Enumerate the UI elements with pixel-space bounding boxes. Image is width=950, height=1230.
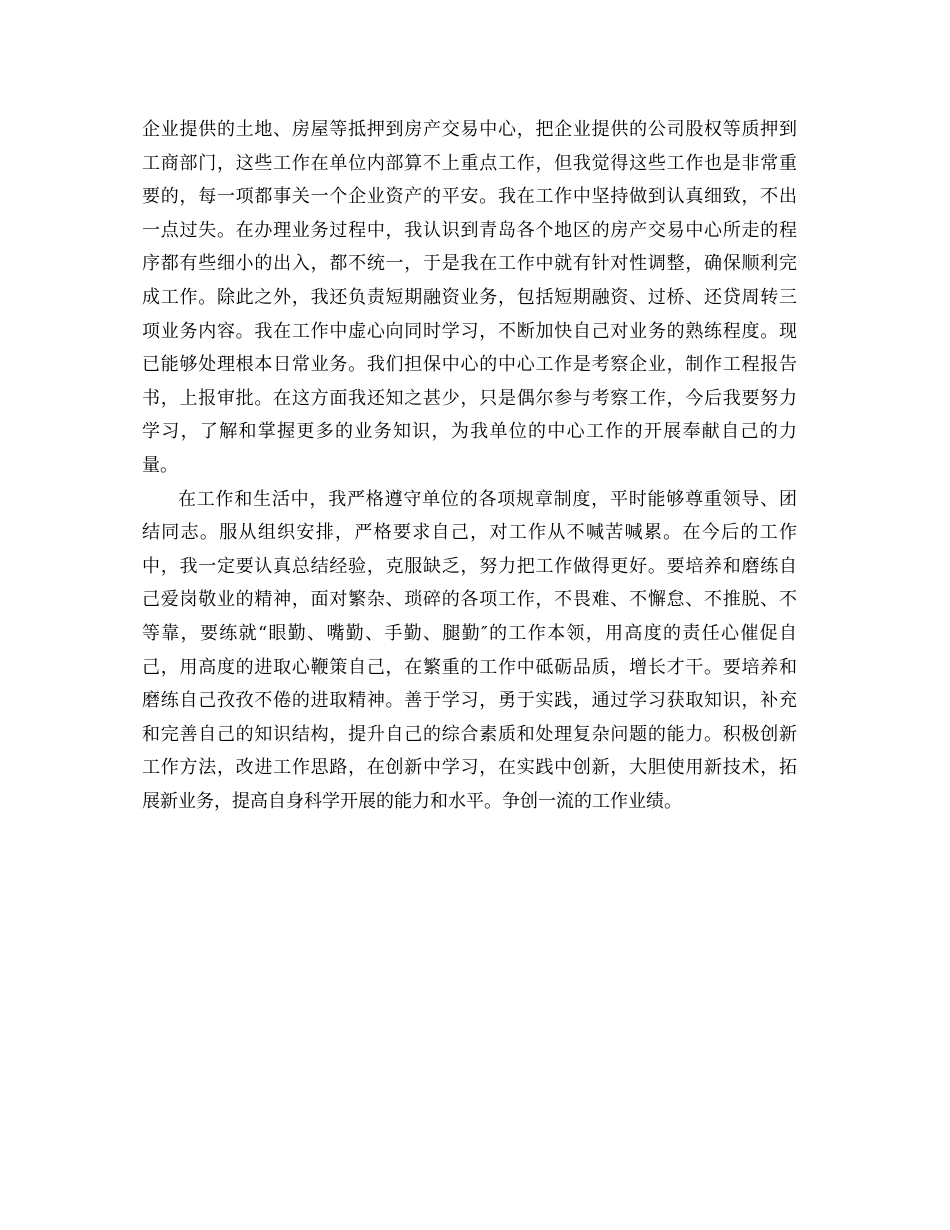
paragraph-line: 和完善自己的知识结构，提升自己的综合素质和处理复杂问题的能力。积极创新 [142,723,797,745]
paragraph-line: 序都有些细小的出入，都不统一，于是我在工作中就有针对性调整，确保顺利完 [142,253,797,275]
paragraph-line: 中，我一定要认真总结经验，克服缺乏，努力把工作做得更好。要培养和磨练自 [142,555,797,577]
paragraph-line: 展新业务，提高自身科学开展的能力和水平。争创一流的工作业绩。 [142,790,682,812]
paragraph-line: 结同志。服从组织安排，严格要求自己，对工作从不喊苦喊累。在今后的工作 [142,522,797,544]
paragraph-line: 企业提供的土地、房屋等抵押到房产交易中心，把企业提供的公司股权等质押到 [142,119,797,140]
paragraph-2 [142,483,797,819]
paragraph-line: 量。 [142,454,178,476]
paragraph-line: 己爱岗敬业的精神，面对繁杂、琐碎的各项工作，不畏难、不懈怠、不推脱、不 [142,589,797,611]
paragraph-line: 己，用高度的进取心鞭策自己，在繁重的工作中砥砺品质，增长才干。要培养和 [142,656,797,678]
paragraph-line: 成工作。除此之外，我还负责短期融资业务，包括短期融资、过桥、还贷周转三 [142,286,797,308]
paragraph-line: 项业务内容。我在工作中虚心向同时学习，不断加快自己对业务的熟练程度。现 [142,320,797,342]
paragraph-line: 已能够处理根本日常业务。我们担保中心的中心工作是考察企业，制作工程报告 [142,354,797,376]
paragraph-line: 工商部门，这些工作在单位内部算不上重点工作，但我觉得这些工作也是非常重 [142,152,797,174]
paragraph-1 [142,113,797,483]
paragraph-line: 磨练自己孜孜不倦的进取精神。善于学习，勇于实践，通过学习获取知识，补充 [142,690,797,712]
paragraph-line: 书，上报审批。在这方面我还知之甚少，只是偶尔参与考察工作，今后我要努力 [142,387,797,409]
document-body [142,113,797,818]
paragraph-line: 等靠，要练就“眼勤、嘴勤、手勤、腿勤″的工作本领，用高度的责任心催促自 [142,622,797,644]
paragraph-line: 学习，了解和掌握更多的业务知识，为我单位的中心工作的开展奉献自己的力 [142,421,797,443]
paragraph-line: 一点过失。在办理业务过程中，我认识到青岛各个地区的房产交易中心所走的程 [142,219,797,241]
paragraph-line: 工作方法，改进工作思路，在创新中学习，在实践中创新，大胆使用新技术，拓 [142,757,797,779]
paragraph-line: 在工作和生活中，我严格遵守单位的各项规章制度，平时能够尊重领导、团 [178,488,797,510]
paragraph-line: 要的，每一项都事关一个企业资产的平安。我在工作中坚持做到认真细致，不出 [142,186,797,208]
